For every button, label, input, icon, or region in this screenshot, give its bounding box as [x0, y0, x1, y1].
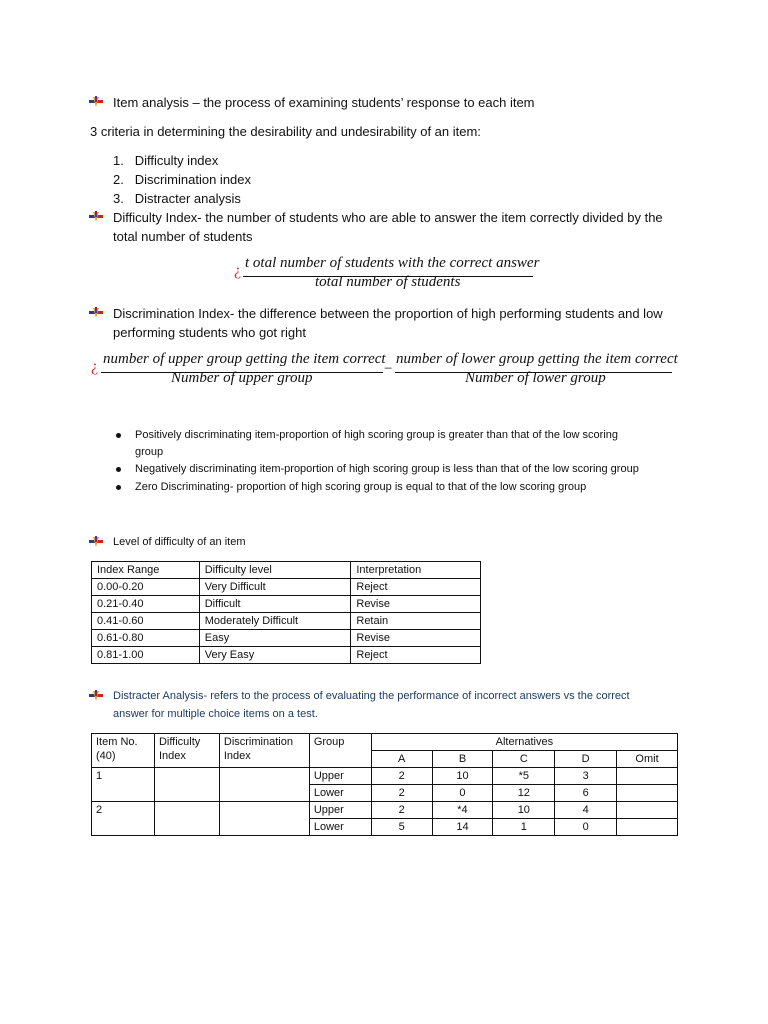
positively-discriminating-item: Positively discriminating item-proportion of high scoring group is greater than that of the low scoring — [135, 429, 619, 441]
table-cell: 0.81-1.00 — [92, 647, 200, 664]
table-cell: 12 — [493, 785, 555, 802]
table-cell — [617, 802, 678, 819]
criteria-item-2: 2. Discrimination index — [113, 172, 252, 187]
header-discrimination-index: Discrimination Index — [219, 734, 309, 768]
formula2-denominator-a: Number of upper group — [171, 370, 313, 386]
header-difficulty-index: Difficulty Index — [154, 734, 219, 768]
table-row — [92, 802, 678, 819]
discrimination-index-cell — [219, 802, 309, 836]
distracter-analysis-definition-line1: Distracter Analysis- refers to the process of evaluating the performance of incorrect answers vs the correct — [113, 690, 630, 702]
header-item-no: Item No. (40) — [92, 734, 155, 768]
item-analysis-definition: Item analysis – the process of examining students’ response to each item — [113, 95, 535, 110]
table-cell: 0.21-0.40 — [92, 596, 200, 613]
list-bullet — [116, 433, 121, 438]
arrow-down-bullet-icon — [89, 689, 103, 703]
negatively-discriminating-item: Negatively discriminating item-proportion of high scoring group is less than that of the low scoring group — [135, 463, 639, 475]
arrow-down-bullet-icon — [89, 306, 103, 320]
table-row — [92, 768, 678, 785]
table-cell: 2 — [371, 802, 432, 819]
item-number-cell: 1 — [92, 768, 155, 802]
table-cell: 0.00-0.20 — [92, 579, 200, 596]
discrimination-formula-upper — [101, 351, 386, 391]
table-header-row — [92, 562, 481, 579]
table-cell: Revise — [351, 596, 481, 613]
difficulty-index-cell — [154, 768, 219, 802]
table-cell: 14 — [432, 819, 493, 836]
difficulty-level-table — [91, 561, 481, 664]
difficulty-index-cell — [154, 802, 219, 836]
table-cell: 2 — [371, 768, 432, 785]
table-cell: 4 — [555, 802, 617, 819]
minus-operator: − — [384, 361, 393, 377]
criteria-item-1: 1. Difficulty index — [113, 153, 219, 168]
discrimination-formula-lower — [395, 351, 678, 391]
table-cell: 0.41-0.60 — [92, 613, 200, 630]
formula2-numerator-a: number of upper group getting the item correct — [103, 351, 386, 367]
table-cell — [617, 785, 678, 802]
header-alternatives: Alternatives — [371, 734, 677, 751]
group-cell: Lower — [309, 785, 371, 802]
group-cell: Lower — [309, 819, 371, 836]
group-cell: Upper — [309, 768, 371, 785]
table-cell: Very Easy — [199, 647, 351, 664]
table-row — [92, 630, 481, 647]
table-row — [92, 647, 481, 664]
table-cell: 6 — [555, 785, 617, 802]
formula2-prefix: ¿ — [91, 358, 99, 375]
table-cell: Reject — [351, 579, 481, 596]
formula2-numerator-b: number of lower group getting the item correct — [396, 351, 678, 367]
zero-discriminating-item: Zero Discriminating- proportion of high scoring group is equal to that of the low scoring group — [135, 481, 587, 493]
table-row — [92, 596, 481, 613]
arrow-down-bullet-icon — [89, 535, 103, 549]
distracter-analysis-definition-line2: answer for multiple choice items on a test. — [113, 708, 318, 720]
header-alt-a: A — [371, 751, 432, 768]
list-bullet — [116, 467, 121, 472]
header-alt-d: D — [555, 751, 617, 768]
item-number-cell: 2 — [92, 802, 155, 836]
difficulty-index-definition-line1: Difficulty Index- the number of students who are able to answer the item correctly divided by the — [113, 210, 663, 225]
table-cell: 10 — [432, 768, 493, 785]
table-cell: 0 — [555, 819, 617, 836]
header-omit: Omit — [617, 751, 678, 768]
criteria-item-3: 3. Distracter analysis — [113, 191, 241, 206]
arrow-down-bullet-icon — [89, 210, 103, 224]
header-index-range: Index Range — [92, 562, 200, 579]
table-cell: Difficult — [199, 596, 351, 613]
table-cell: 3 — [555, 768, 617, 785]
difficulty-index-definition-line2: total number of students — [113, 229, 253, 244]
header-difficulty-level: Difficulty level — [199, 562, 351, 579]
table-cell: 0.61-0.80 — [92, 630, 200, 647]
criteria-heading: 3 criteria in determining the desirability and undesirability of an item: — [90, 124, 481, 139]
group-cell: Upper — [309, 802, 371, 819]
table-cell: 10 — [493, 802, 555, 819]
table-cell: 5 — [371, 819, 432, 836]
table-cell: Revise — [351, 630, 481, 647]
formula1-denominator: total number of students — [315, 274, 461, 290]
discrimination-index-cell — [219, 768, 309, 802]
difficulty-table-heading: Level of difficulty of an item — [113, 536, 246, 548]
distracter-analysis-table — [91, 733, 678, 836]
table-header-row — [92, 734, 678, 751]
positively-discriminating-item-cont: group — [135, 446, 164, 458]
header-group: Group — [309, 734, 371, 768]
table-cell — [617, 768, 678, 785]
table-cell: Retain — [351, 613, 481, 630]
table-cell: Moderately Difficult — [199, 613, 351, 630]
difficulty-formula — [243, 255, 540, 295]
table-cell: *5 — [493, 768, 555, 785]
list-bullet — [116, 485, 121, 490]
table-cell — [617, 819, 678, 836]
header-alt-c: C — [493, 751, 555, 768]
arrow-down-bullet-icon — [89, 95, 103, 109]
formula2-denominator-b: Number of lower group — [465, 370, 606, 386]
table-cell: Very Difficult — [199, 579, 351, 596]
table-row — [92, 579, 481, 596]
table-cell: 2 — [371, 785, 432, 802]
header-interpretation: Interpretation — [351, 562, 481, 579]
table-row — [92, 613, 481, 630]
formula1-numerator: t otal number of students with the correct answer — [245, 255, 540, 271]
discrimination-index-definition-line2: performing students who got right — [113, 325, 306, 340]
table-cell: 0 — [432, 785, 493, 802]
table-cell: Reject — [351, 647, 481, 664]
table-cell: Easy — [199, 630, 351, 647]
discrimination-index-definition-line1: Discrimination Index- the difference between the proportion of high performing students and low — [113, 306, 663, 321]
table-cell: 1 — [493, 819, 555, 836]
header-alt-b: B — [432, 751, 493, 768]
formula1-prefix: ¿ — [234, 262, 242, 279]
table-cell: *4 — [432, 802, 493, 819]
